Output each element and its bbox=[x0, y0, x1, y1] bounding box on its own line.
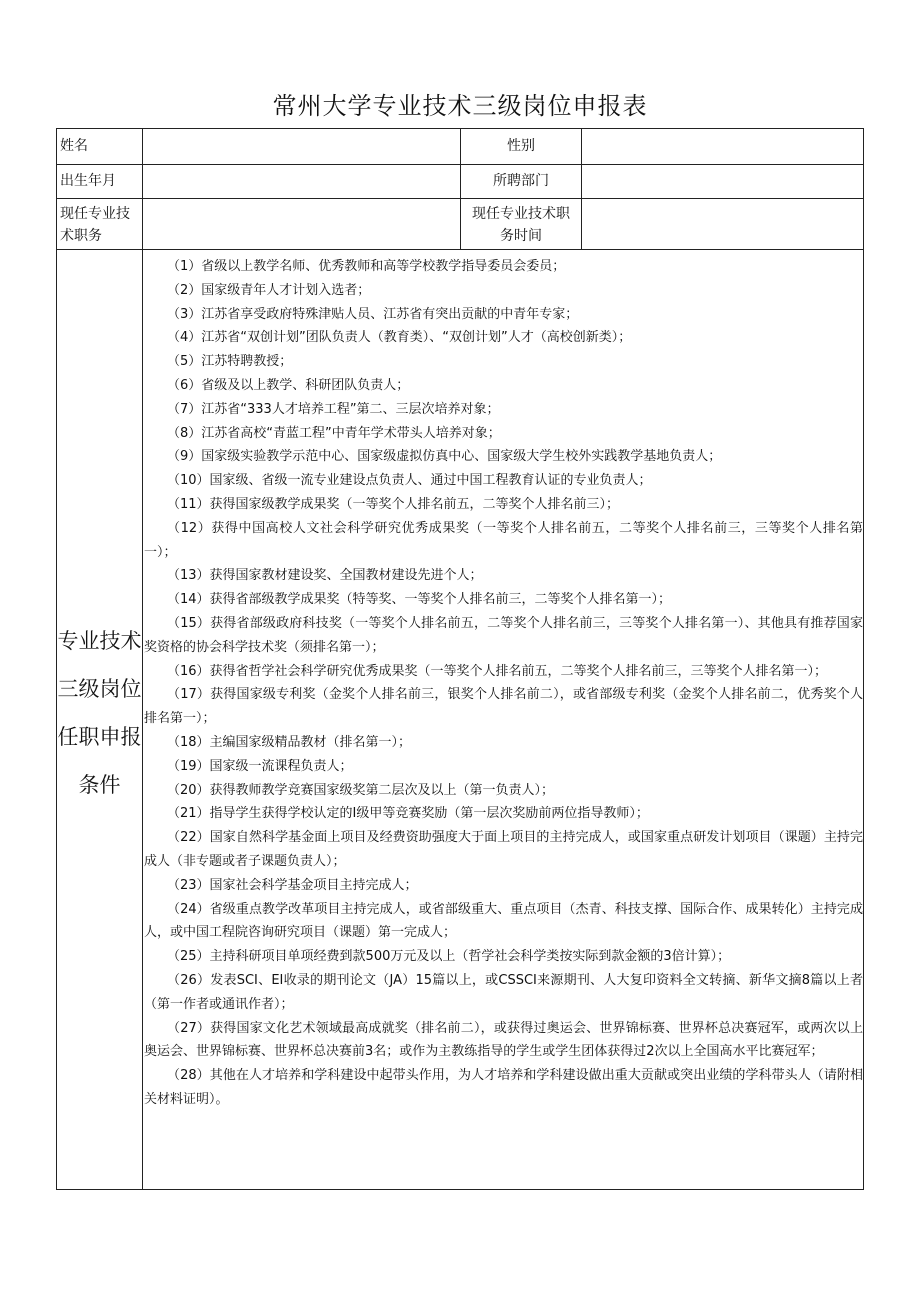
condition-item: （20）获得教师教学竞赛国家级奖第二层次及以上（第一负责人）； bbox=[167, 782, 555, 798]
name-input[interactable] bbox=[143, 129, 460, 164]
gender-input[interactable] bbox=[582, 129, 863, 164]
conditions-list bbox=[142, 251, 865, 1112]
condition-item: （18）主编国家级精品教材（排名第一）； bbox=[167, 734, 412, 750]
current-position-input[interactable] bbox=[143, 199, 460, 249]
conditions-label: 专业技术三级岗位任职申报条件 bbox=[57, 629, 142, 797]
condition-item: （9）国家级实验教学示范中心、国家级虚拟仿真中心、国家级大学生校外实践教学基地负责人； bbox=[167, 449, 722, 465]
condition-item: （28）其他在人才培养和学科建设中起带头作用，为人才培养和学科建设做出重大贡献或突出业绩的学科带头人（请附相关材料证明）。 bbox=[144, 1068, 863, 1107]
current-position-label: 现任专业技术职务 bbox=[60, 206, 130, 244]
condition-item: （3）江苏省享受政府特殊津贴人员、江苏省有突出贡献的中青年专家； bbox=[167, 306, 579, 322]
condition-item: （23）国家社会科学基金项目主持完成人； bbox=[167, 877, 418, 893]
row-divider bbox=[57, 249, 863, 250]
application-form-table bbox=[56, 128, 864, 1190]
condition-item: （26）发表SCI、EI收录的期刊论文（JA）15篇以上，或CSSCI来源期刊、人大复印资料全文转摘、新华文摘8篇以上者（第一作者或通讯作者）； bbox=[144, 972, 863, 1012]
department-input[interactable] bbox=[582, 165, 863, 198]
condition-item: （21）指导学生获得学校认定的Ⅰ级甲等竞赛奖励（第一层次奖励前两位指导教师）； bbox=[167, 806, 649, 822]
name-label: 姓名 bbox=[60, 138, 88, 154]
condition-item: （25）主持科研项目单项经费到款500万元及以上（哲学社会科学类按实际到款金额的3倍计算）； bbox=[167, 949, 731, 965]
condition-item: （2）国家级青年人才计划入选者； bbox=[167, 282, 371, 298]
birth-date-input[interactable] bbox=[143, 165, 460, 198]
birth-date-label: 出生年月 bbox=[60, 173, 116, 189]
position-time-label: 现任专业技术职务时间 bbox=[472, 206, 570, 244]
condition-item: （12）获得中国高校人文社会科学研究优秀成果奖（一等奖个人排名前五，二等奖个人排名前三，三等奖个人排名第一）； bbox=[144, 520, 863, 560]
condition-item: （22）国家自然科学基金面上项目及经费资助强度大于面上项目的主持完成人，或国家重点研发计划项目（课题）主持完成人（非专题或者子课题负责人）； bbox=[144, 830, 863, 869]
condition-item: （8）江苏省高校“青蓝工程”中青年学术带头人培养对象； bbox=[167, 425, 501, 441]
condition-item: （24）省级重点教学改革项目主持完成人，或省部级重大、重点项目（杰青、科技支撑、国际合作、成果转化）主持完成人，或中国工程院咨询研究项目（课题）第一完成人； bbox=[144, 901, 863, 941]
condition-item: （15）获得省部级政府科技奖（一等奖个人排名前五，二等奖个人排名前三，三等奖个人排名第一）、其他具有推荐国家奖资格的协会科学技术奖（须排名第一）； bbox=[144, 615, 863, 655]
condition-item: （19）国家级一流课程负责人； bbox=[167, 758, 353, 774]
page-title: 常州大学专业技术三级岗位申报表 bbox=[272, 92, 648, 120]
condition-item: （10）国家级、省级一流专业建设点负责人、通过中国工程教育认证的专业负责人； bbox=[167, 473, 652, 489]
position-time-input[interactable] bbox=[582, 199, 863, 249]
condition-item: （16）获得省哲学社会科学研究优秀成果奖（一等奖个人排名前五，二等奖个人排名前三，三等奖个人排名第一）； bbox=[167, 663, 828, 679]
gender-label: 性别 bbox=[507, 138, 535, 154]
condition-item: （7）江苏省“333人才培养工程”第二、三层次培养对象； bbox=[167, 401, 500, 417]
condition-item: （5）江苏特聘教授； bbox=[167, 354, 293, 370]
condition-item: （27）获得国家文化艺术领域最高成就奖（排名前二），或获得过奥运会、世界锦标赛、世界杯总决赛冠军，或两次以上奥运会、世界锦标赛、世界杯总决赛前3名；或作为主教练指导的学生或学生团体获得过2次以上全国高水平比赛冠军； bbox=[144, 1020, 863, 1060]
condition-item: （4）江苏省“双创计划”团队负责人（教育类）、“双创计划”人才（高校创新类）； bbox=[167, 330, 632, 346]
department-label: 所聘部门 bbox=[493, 173, 549, 189]
condition-item: （17）获得国家级专利奖（金奖个人排名前三，银奖个人排名前二），或省部级专利奖（金奖个人排名前二，优秀奖个人排名第一）； bbox=[144, 687, 863, 727]
condition-item: （13）获得国家教材建设奖、全国教材建设先进个人； bbox=[167, 568, 483, 584]
condition-item: （14）获得省部级教学成果奖（特等奖、一等奖个人排名前三，二等奖个人排名第一）； bbox=[167, 592, 672, 608]
condition-item: （11）获得国家级教学成果奖（一等奖个人排名前五，二等奖个人排名前三）； bbox=[167, 496, 620, 512]
condition-item: （1）省级以上教学名师、优秀教师和高等学校教学指导委员会委员； bbox=[167, 259, 566, 274]
condition-item: （6）省级及以上教学、科研团队负责人； bbox=[167, 377, 410, 393]
